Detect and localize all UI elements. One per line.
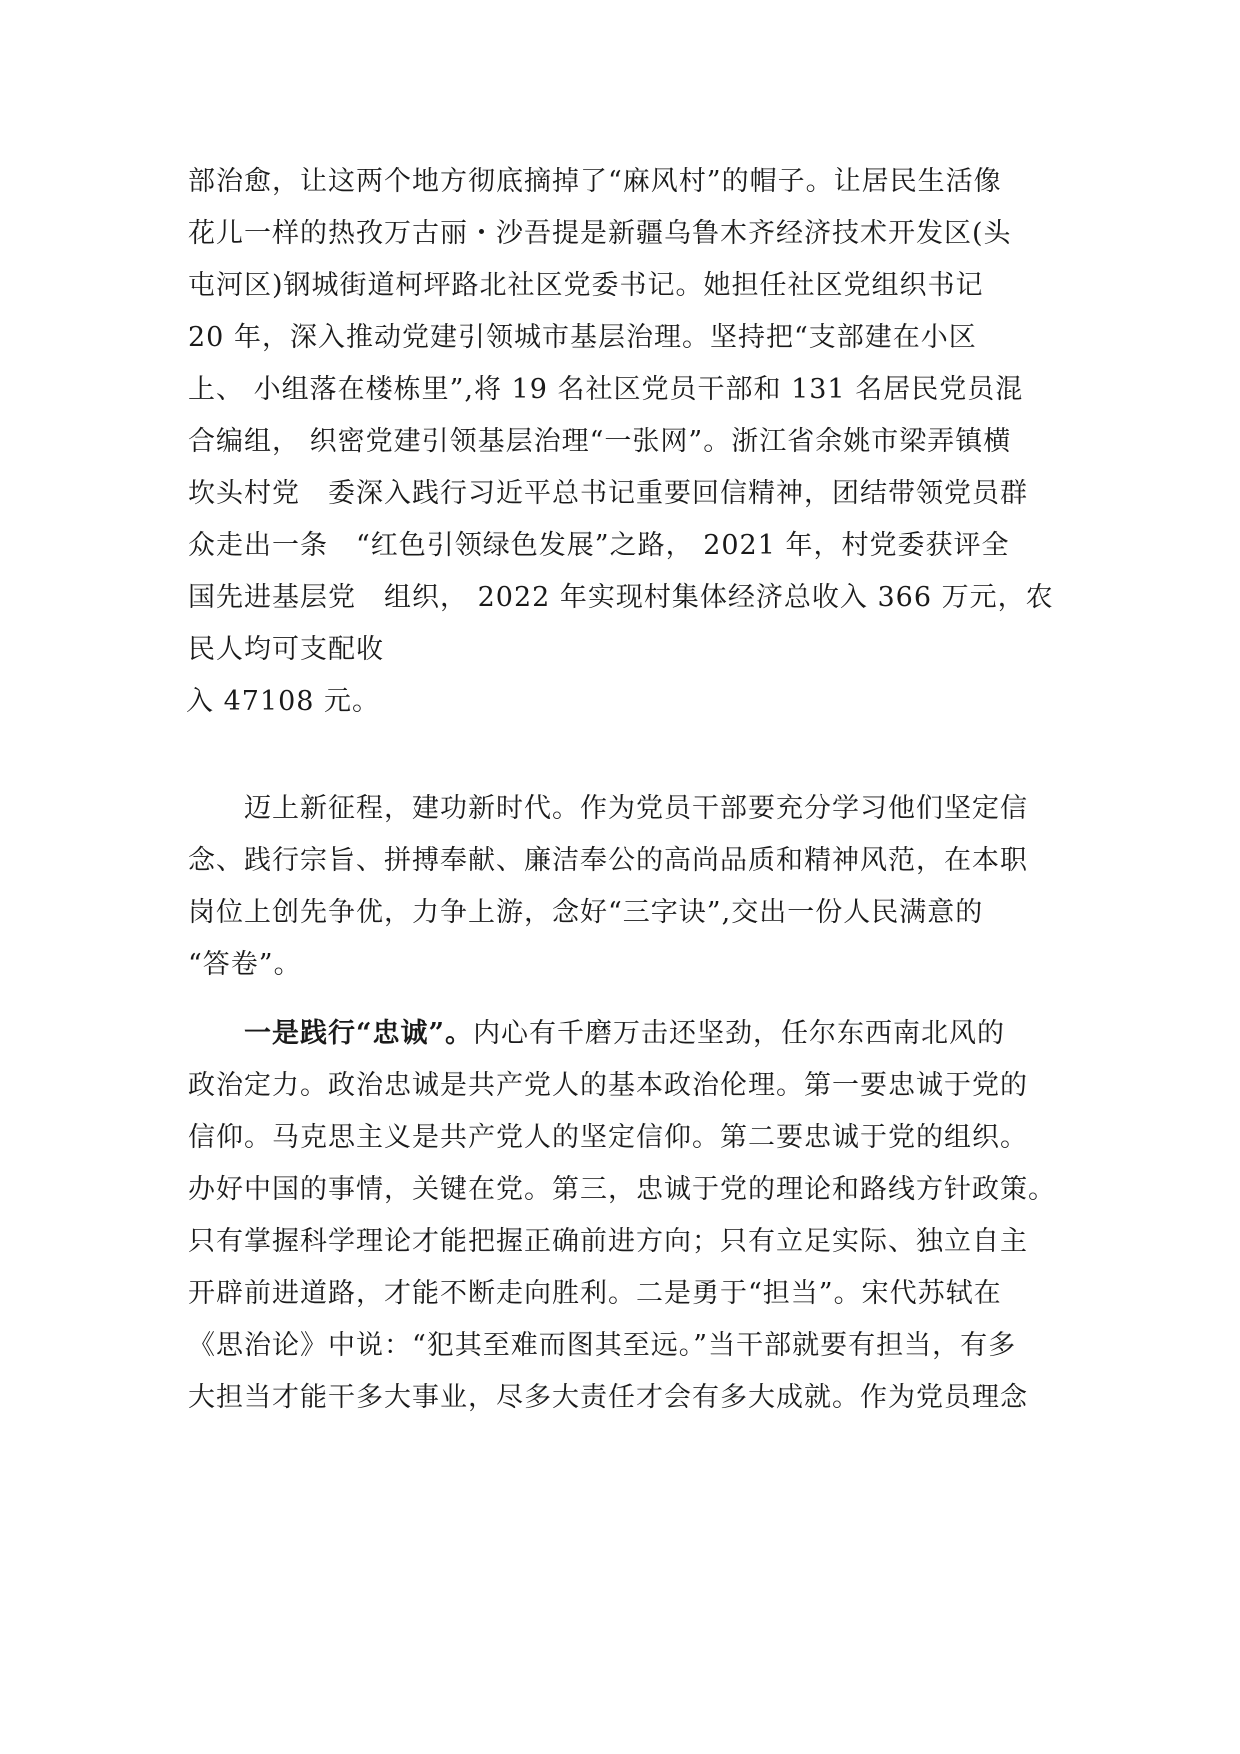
text-line: 迈上新征程，建功新时代。作为党员干部要充分学习他们坚定信 — [188, 793, 1028, 824]
text-line: 开辟前进道路，才能不断走向胜利。二是勇于“担当”。宋代苏轼在 — [188, 1278, 1002, 1309]
text-line: 念、践行宗旨、拼搏奉献、廉洁奉公的高尚品质和精神风范，在本职 — [188, 845, 1028, 876]
text-line: 入 47108 元。 — [186, 686, 381, 717]
text-line: 《思治论》中说：“犯其至难而图其至远。”当干部就要有担当，有多 — [188, 1330, 1017, 1361]
text-line: 20 年，深入推动党建引领城市基层治理。坚持把“支部建在小区 — [188, 322, 977, 353]
text-line: 部治愈，让这两个地方彻底摘掉了“麻风村”的帽子。让居民生活像 — [188, 166, 1002, 197]
text-line: “答卷”。 — [188, 949, 302, 980]
text-line: 民人均可支配收 — [188, 634, 384, 665]
text-line: 办好中国的事情，关键在党。第三，忠诚于党的理论和路线方针政策。 — [188, 1174, 1056, 1205]
text-line: 信仰。马克思主义是共产党人的坚定信仰。第二要忠诚于党的组织。 — [188, 1122, 1028, 1153]
section-lead-heading: 一是践行“忠诚”。 — [188, 1018, 474, 1049]
text-line: 屯河区)钢城街道柯坪路北社区党委书记。她担任社区党组织书记 — [188, 270, 984, 301]
text-line: 大担当才能干多大事业，尽多大责任才会有多大成就。作为党员理念 — [188, 1382, 1028, 1413]
text-line — [188, 1020, 1005, 1047]
text-line: 众走出一条 “红色引领绿色发展”之路， 2021 年，村党委获评全 — [188, 530, 1010, 561]
text-line: 上、 小组落在楼栋里”,将 19 名社区党员干部和 131 名居民党员混 — [188, 374, 1024, 405]
text-line: 国先进基层党 组织， 2022 年实现村集体经济总收入 366 万元，农 — [188, 582, 1054, 613]
text-line: 合编组， 织密党建引领基层治理“一张网”。浙江省余姚市梁弄镇横 — [188, 426, 1012, 457]
section-lead-text: 内心有千磨万击还坚劲，任尔东西南北风的 — [473, 1018, 1006, 1049]
text-line: 坎头村党 委深入践行习近平总书记重要回信精神，团结带领党员群 — [188, 478, 1028, 509]
text-line: 岗位上创先争优，力争上游，念好“三字诀”,交出一份人民满意的 — [188, 897, 984, 928]
text-line: 只有掌握科学理论才能把握正确前进方向；只有立足实际、独立自主 — [188, 1226, 1028, 1257]
text-line: 花儿一样的热孜万古丽・沙吾提是新疆乌鲁木齐经济技术开发区(头 — [188, 218, 1012, 249]
text-line: 政治定力。政治忠诚是共产党人的基本政治伦理。第一要忠诚于党的 — [188, 1070, 1028, 1101]
